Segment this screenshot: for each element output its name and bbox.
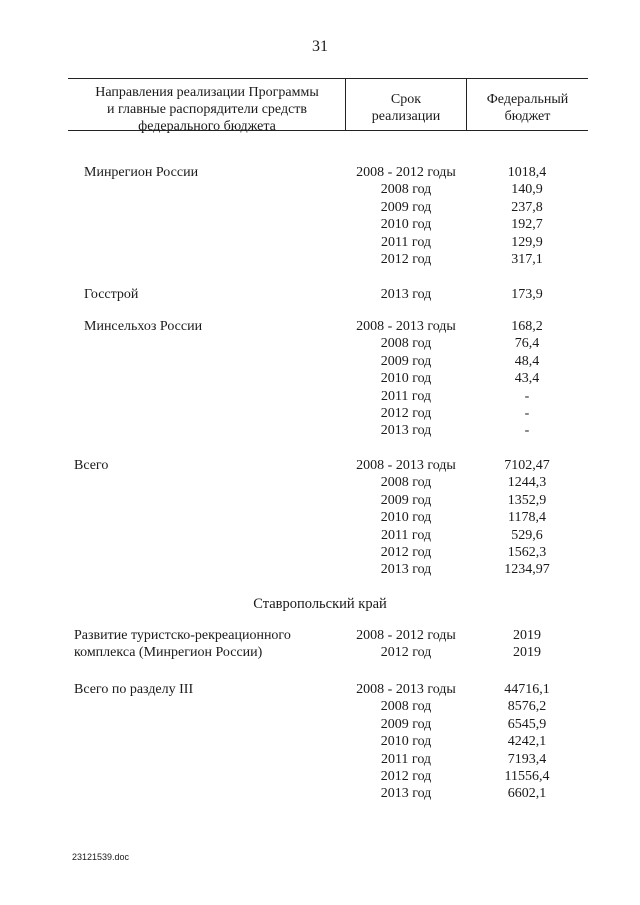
row-period: 2011 год — [380, 388, 432, 404]
row-period: 2008 - 2012 годы — [356, 165, 456, 180]
row-period: 2011 год — [380, 751, 432, 767]
row-period: 2012 год — [380, 645, 432, 661]
row-period: 2008 - 2013 годы — [356, 458, 456, 473]
header-col-budget-line-1: Федеральный — [486, 92, 569, 107]
header-col-period — [346, 91, 466, 125]
section-name-line: Всего по разделу III — [74, 682, 194, 697]
section-name-line: Развитие туристско-рекреационного — [74, 628, 291, 643]
row-amount: 2019 — [513, 645, 541, 661]
row-amount: 173,9 — [511, 287, 543, 302]
row-period: 2008 год — [380, 475, 432, 491]
row-amount: 1244,3 — [507, 475, 547, 491]
row-amount: 44716,1 — [504, 682, 550, 697]
row-period: 2012 год — [380, 769, 432, 784]
row-amount: 43,4 — [514, 371, 540, 387]
section-name-line: Госстрой — [84, 287, 139, 302]
row-period: 2013 год — [380, 562, 432, 578]
header-top-rule — [68, 78, 588, 79]
row-period: 2008 - 2013 годы — [356, 682, 456, 697]
row-period: 2011 год — [380, 527, 432, 543]
row-period: 2010 год — [380, 510, 432, 526]
row-amount: 1178,4 — [508, 510, 546, 526]
row-period: 2008 - 2013 годы — [356, 319, 456, 334]
row-amount: 7102,47 — [504, 458, 550, 473]
row-amount: 237,8 — [511, 199, 543, 215]
row-amount: 6602,1 — [507, 786, 547, 802]
row-period: 2011 год — [380, 234, 432, 250]
row-period: 2009 год — [380, 716, 432, 732]
row-amount: - — [524, 423, 530, 439]
row-amount: 1352,9 — [507, 492, 547, 508]
header-col-directions-line-3: федерального бюджета — [138, 119, 276, 134]
header-col-directions-line-1: Направления реализации Программы — [95, 85, 319, 100]
row-amount: - — [524, 406, 530, 421]
row-amount: 6545,9 — [507, 716, 547, 732]
row-amount: - — [524, 388, 530, 404]
row-period: 2008 - 2012 годы — [356, 628, 456, 643]
section-name-line: Минсельхоз России — [84, 319, 203, 334]
row-period: 2012 год — [380, 545, 432, 560]
row-period: 2009 год — [380, 353, 432, 369]
row-amount: 48,4 — [514, 353, 540, 369]
row-period: 2012 год — [380, 406, 432, 421]
row-period: 2013 год — [380, 423, 432, 439]
header-col-period-line-1: Срок — [390, 92, 422, 107]
row-amount: 1234,97 — [504, 562, 550, 578]
row-period: 2013 год — [380, 287, 432, 302]
row-period: 2012 год — [380, 252, 432, 267]
row-amount: 7193,4 — [507, 751, 547, 767]
row-amount: 140,9 — [511, 182, 543, 198]
row-amount: 4242,1 — [507, 734, 547, 750]
row-period: 2009 год — [380, 492, 432, 508]
row-period: 2010 год — [380, 734, 432, 750]
header-col-budget — [467, 91, 588, 125]
header-col-period-line-2: реализации — [371, 109, 441, 124]
row-period: 2010 год — [380, 217, 432, 233]
header-col-directions — [70, 84, 344, 135]
header-bottom-rule — [68, 130, 588, 131]
row-amount: 1562,3 — [507, 545, 547, 560]
section-name-line: комплекса (Минрегион России) — [74, 645, 263, 661]
row-amount: 76,4 — [514, 336, 540, 352]
row-amount: 168,2 — [511, 319, 543, 334]
header-col-budget-line-2: бюджет — [504, 109, 551, 124]
row-period: 2008 год — [380, 699, 432, 715]
row-amount: 2019 — [513, 628, 541, 643]
section-name-line: Минрегион России — [84, 165, 199, 180]
row-period: 2009 год — [380, 199, 432, 215]
header-col-directions-line-2: и главные распорядители средств — [106, 102, 308, 117]
row-period: 2008 год — [380, 336, 432, 352]
row-amount: 129,9 — [511, 234, 543, 250]
row-period: 2013 год — [380, 786, 432, 802]
page-number: 31 — [312, 38, 328, 55]
section-name-line: Всего — [74, 458, 109, 473]
row-amount: 8576,2 — [507, 699, 547, 715]
document-filename: 23121539.doc — [72, 852, 130, 862]
row-period: 2010 год — [380, 371, 432, 387]
row-amount: 11556,4 — [504, 769, 550, 784]
region-title: Ставропольский край — [253, 596, 387, 612]
row-amount: 1018,4 — [507, 165, 547, 180]
row-period: 2008 год — [380, 182, 432, 198]
row-amount: 317,1 — [511, 252, 543, 267]
row-amount: 529,6 — [511, 527, 543, 543]
row-amount: 192,7 — [511, 217, 543, 233]
